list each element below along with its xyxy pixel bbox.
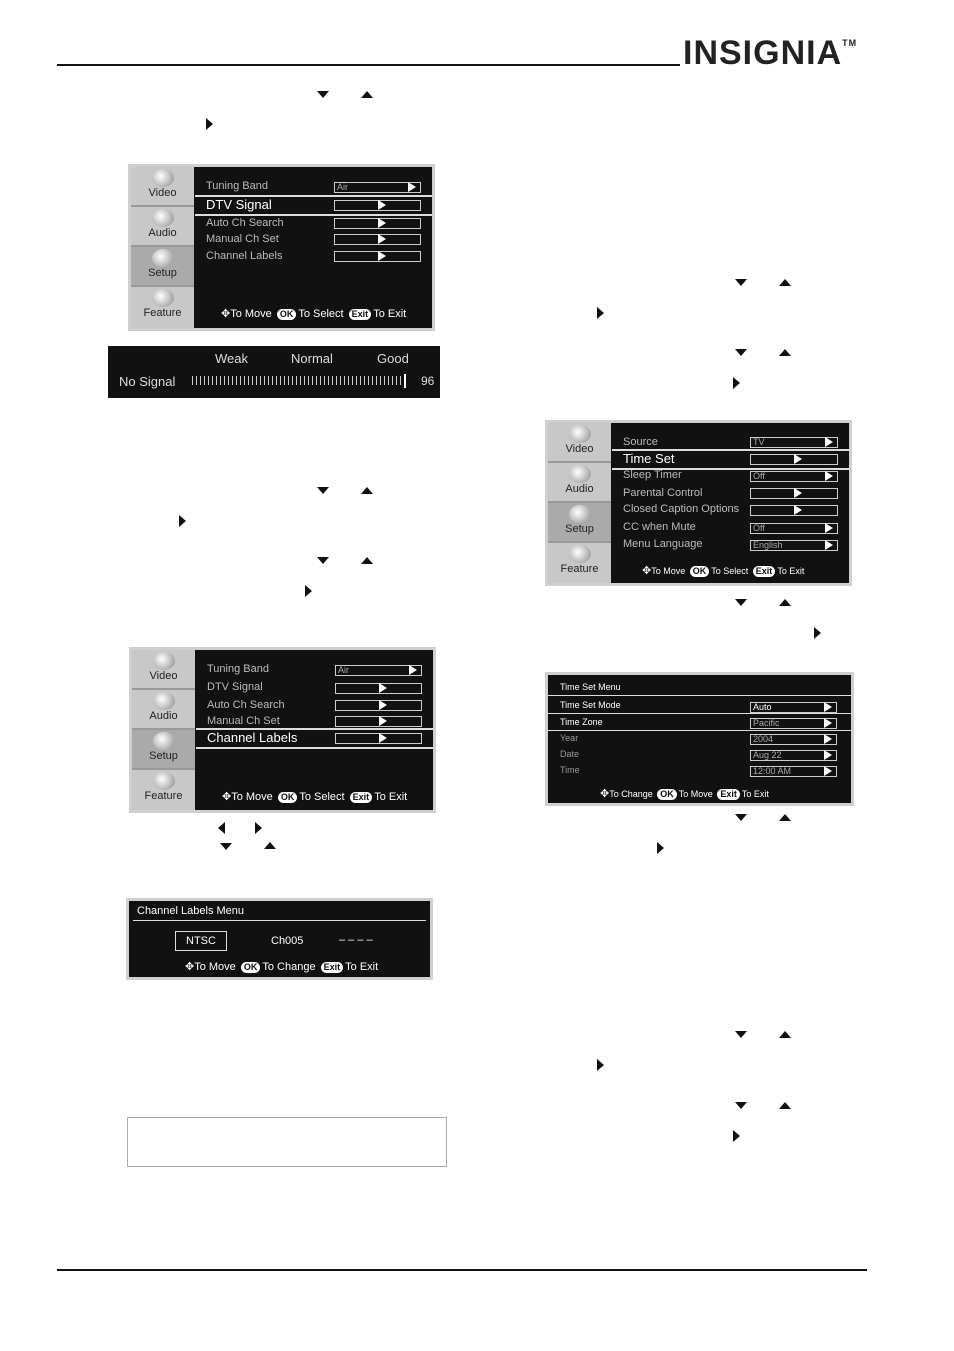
up-arrow-icon xyxy=(779,599,791,606)
menu-row[interactable]: Channel Labels xyxy=(206,250,283,262)
menu-row[interactable]: Auto Ch Search xyxy=(206,217,284,229)
speaker-icon xyxy=(153,692,175,710)
play-arrow-icon xyxy=(824,702,832,712)
value-box[interactable] xyxy=(750,488,838,499)
right-arrow-icon xyxy=(597,307,604,319)
menu-row-selected[interactable]: Time Set xyxy=(623,451,675,466)
play-arrow-icon xyxy=(825,540,833,550)
channel-number: Ch005 xyxy=(271,935,304,947)
ntsc-field[interactable]: NTSC xyxy=(175,931,227,951)
right-arrow-icon xyxy=(255,822,262,834)
ok-key-icon: OK xyxy=(690,566,710,577)
value-box[interactable] xyxy=(335,716,422,727)
menu-dtv-signal xyxy=(128,164,435,331)
sidebar-item-setup[interactable]: Setup xyxy=(132,730,195,770)
feature-icon xyxy=(152,289,174,307)
menu-row[interactable]: Year xyxy=(560,733,579,743)
play-arrow-icon xyxy=(824,766,832,776)
value-box[interactable]: Auto xyxy=(750,702,837,713)
down-arrow-icon xyxy=(317,91,329,98)
exit-key-icon: Exit xyxy=(321,962,344,973)
value-box[interactable] xyxy=(334,234,421,245)
down-arrow-icon xyxy=(220,843,232,850)
right-arrow-icon xyxy=(733,1130,740,1142)
move-cross-icon: ✥ xyxy=(222,791,232,803)
up-arrow-icon xyxy=(779,279,791,286)
up-arrow-icon xyxy=(264,842,276,849)
exit-key-icon: Exit xyxy=(753,566,776,577)
sidebar-item-video[interactable]: Video xyxy=(548,423,611,463)
menu-channel-labels xyxy=(129,647,436,813)
video-icon xyxy=(569,425,591,443)
play-arrow-icon xyxy=(378,251,386,261)
play-arrow-icon xyxy=(379,700,387,710)
insignia-logo: INSIGNIA™ xyxy=(683,34,858,72)
ok-key-icon: OK xyxy=(277,309,297,320)
right-arrow-icon xyxy=(657,842,664,854)
play-arrow-icon xyxy=(824,718,832,728)
footer-rule xyxy=(57,1269,867,1271)
menu-row-selected[interactable]: DTV Signal xyxy=(206,197,272,212)
signal-label-normal: Normal xyxy=(291,351,333,366)
signal-marker xyxy=(404,374,406,388)
menu-row[interactable]: Menu Language xyxy=(623,538,703,550)
up-arrow-icon xyxy=(779,1031,791,1038)
signal-status: No Signal xyxy=(119,374,176,389)
up-arrow-icon xyxy=(779,814,791,821)
menu-sidebar xyxy=(131,167,194,328)
move-cross-icon: ✥ xyxy=(642,565,652,577)
down-arrow-icon xyxy=(735,1102,747,1109)
up-arrow-icon xyxy=(779,349,791,356)
play-arrow-icon xyxy=(378,218,386,228)
video-icon xyxy=(152,169,174,187)
feature-icon xyxy=(569,545,591,563)
play-arrow-icon xyxy=(794,505,802,515)
up-arrow-icon xyxy=(361,557,373,564)
play-arrow-icon xyxy=(794,488,802,498)
sidebar-item-audio[interactable]: Audio xyxy=(131,207,194,247)
setup-icon xyxy=(152,249,174,267)
play-arrow-icon xyxy=(794,454,802,464)
menu-row-selected[interactable]: Channel Labels xyxy=(207,730,298,745)
play-arrow-icon xyxy=(408,182,416,192)
value-box[interactable]: English xyxy=(750,540,838,551)
play-arrow-icon xyxy=(825,523,833,533)
menu-row[interactable]: DTV Signal xyxy=(207,681,263,693)
value-box[interactable] xyxy=(750,454,838,465)
play-arrow-icon xyxy=(378,200,386,210)
signal-strength-meter xyxy=(108,346,440,398)
signal-label-weak: Weak xyxy=(215,351,248,366)
signal-ticks xyxy=(192,376,402,385)
header-rule xyxy=(57,64,680,66)
menu-row[interactable]: CC when Mute xyxy=(623,521,696,533)
right-arrow-icon xyxy=(206,118,213,130)
menu-row-selected[interactable]: Time Zone xyxy=(560,717,603,727)
sidebar-item-video[interactable]: Video xyxy=(131,167,194,207)
menu-row[interactable]: Tuning Band xyxy=(206,180,268,192)
down-arrow-icon xyxy=(735,279,747,286)
speaker-icon xyxy=(152,209,174,227)
down-arrow-icon xyxy=(317,487,329,494)
right-arrow-icon xyxy=(733,377,740,389)
play-arrow-icon xyxy=(825,437,833,447)
right-arrow-icon xyxy=(305,585,312,597)
menu-footer: ✥To Move OK To Select Exit To Exit xyxy=(222,791,408,803)
value-box[interactable] xyxy=(335,733,422,744)
menu-footer: ✥To Move OK To Change Exit To Exit xyxy=(185,961,379,973)
value-box[interactable]: Pacific xyxy=(750,718,837,729)
menu-row[interactable]: Manual Ch Set xyxy=(206,233,279,245)
sidebar-item-feature[interactable]: Feature xyxy=(548,543,611,581)
menu-row[interactable]: Source xyxy=(623,436,658,448)
menu-sidebar xyxy=(132,650,195,810)
value-box[interactable] xyxy=(750,505,838,516)
menu-row[interactable]: Manual Ch Set xyxy=(207,715,280,727)
sidebar-item-setup[interactable]: Setup xyxy=(131,247,194,287)
down-arrow-icon xyxy=(735,814,747,821)
value-box[interactable]: Off xyxy=(750,523,838,534)
time-set-title: Time Set Menu xyxy=(560,682,621,692)
play-arrow-icon xyxy=(409,665,417,675)
title-divider xyxy=(548,695,851,696)
channel-labels-menu xyxy=(126,898,433,980)
right-arrow-icon xyxy=(179,515,186,527)
setup-icon xyxy=(153,732,175,750)
menu-row[interactable]: Time xyxy=(560,765,580,775)
value-box[interactable] xyxy=(335,683,422,694)
menu-row[interactable]: Parental Control xyxy=(623,487,703,499)
up-arrow-icon xyxy=(779,1102,791,1109)
right-arrow-icon xyxy=(597,1059,604,1071)
sidebar-item-feature[interactable]: Feature xyxy=(132,770,195,808)
signal-label-good: Good xyxy=(377,351,409,366)
sidebar-item-audio[interactable]: Audio xyxy=(548,463,611,503)
value-box[interactable]: Aug 22 xyxy=(750,750,837,761)
menu-footer: ✥To Move OK To Select Exit To Exit xyxy=(642,565,805,577)
down-arrow-icon xyxy=(735,349,747,356)
sidebar-item-feature[interactable]: Feature xyxy=(131,287,194,325)
play-arrow-icon xyxy=(378,234,386,244)
setup-icon xyxy=(569,505,591,523)
menu-footer: ✥To Change OK To Move Exit To Exit xyxy=(600,788,769,800)
value-box[interactable]: 2004 xyxy=(750,734,837,745)
play-arrow-icon xyxy=(379,733,387,743)
down-arrow-icon xyxy=(317,557,329,564)
menu-row[interactable]: Closed Caption Options xyxy=(623,503,740,515)
menu-row[interactable]: Time Set Mode xyxy=(560,700,621,710)
value-box[interactable] xyxy=(334,200,421,211)
ok-key-icon: OK xyxy=(278,792,298,803)
value-box[interactable]: TV xyxy=(750,437,838,448)
time-set-menu xyxy=(545,672,854,806)
up-arrow-icon xyxy=(361,91,373,98)
exit-key-icon: Exit xyxy=(350,792,373,803)
row-divider xyxy=(548,730,851,731)
play-arrow-icon xyxy=(824,750,832,760)
sidebar-item-setup[interactable]: Setup xyxy=(548,503,611,543)
play-arrow-icon xyxy=(379,683,387,693)
feature-icon xyxy=(153,772,175,790)
value-box[interactable] xyxy=(334,218,421,229)
menu-row[interactable]: Tuning Band xyxy=(207,663,269,675)
value-box[interactable]: Air xyxy=(334,182,421,193)
down-arrow-icon xyxy=(735,1031,747,1038)
move-cross-icon: ✥ xyxy=(600,788,610,800)
value-box[interactable]: Air xyxy=(335,665,422,676)
down-arrow-icon xyxy=(735,599,747,606)
exit-key-icon: Exit xyxy=(717,789,740,800)
row-divider xyxy=(548,713,851,714)
note-box xyxy=(127,1117,447,1167)
menu-row[interactable]: Date xyxy=(560,749,580,759)
value-box[interactable]: 12:00 AM xyxy=(750,766,837,777)
right-arrow-icon xyxy=(814,627,821,639)
sidebar-item-video[interactable]: Video xyxy=(132,650,195,690)
up-arrow-icon xyxy=(361,487,373,494)
move-cross-icon: ✥ xyxy=(185,961,195,973)
value-box[interactable] xyxy=(334,251,421,262)
label-placeholder[interactable]: – – – – xyxy=(339,934,373,946)
menu-sidebar xyxy=(548,423,611,583)
menu-footer: ✥To Move OK To Select Exit To Exit xyxy=(221,308,407,320)
signal-value: 96 xyxy=(421,374,435,388)
left-arrow-icon xyxy=(218,822,225,834)
exit-key-icon: Exit xyxy=(349,309,372,320)
menu-row[interactable]: Sleep Timer xyxy=(623,469,682,481)
play-arrow-icon xyxy=(825,471,833,481)
speaker-icon xyxy=(569,465,591,483)
sidebar-item-audio[interactable]: Audio xyxy=(132,690,195,730)
ok-key-icon: OK xyxy=(657,789,677,800)
play-arrow-icon xyxy=(824,734,832,744)
menu-setup-time xyxy=(545,420,852,586)
channel-labels-title: Channel Labels Menu xyxy=(137,905,245,917)
play-arrow-icon xyxy=(379,716,387,726)
video-icon xyxy=(153,652,175,670)
value-box[interactable] xyxy=(335,700,422,711)
move-cross-icon: ✥ xyxy=(221,308,231,320)
title-divider xyxy=(133,920,426,921)
menu-row[interactable]: Auto Ch Search xyxy=(207,699,285,711)
value-box[interactable]: Off xyxy=(750,471,838,482)
ok-key-icon: OK xyxy=(241,962,261,973)
